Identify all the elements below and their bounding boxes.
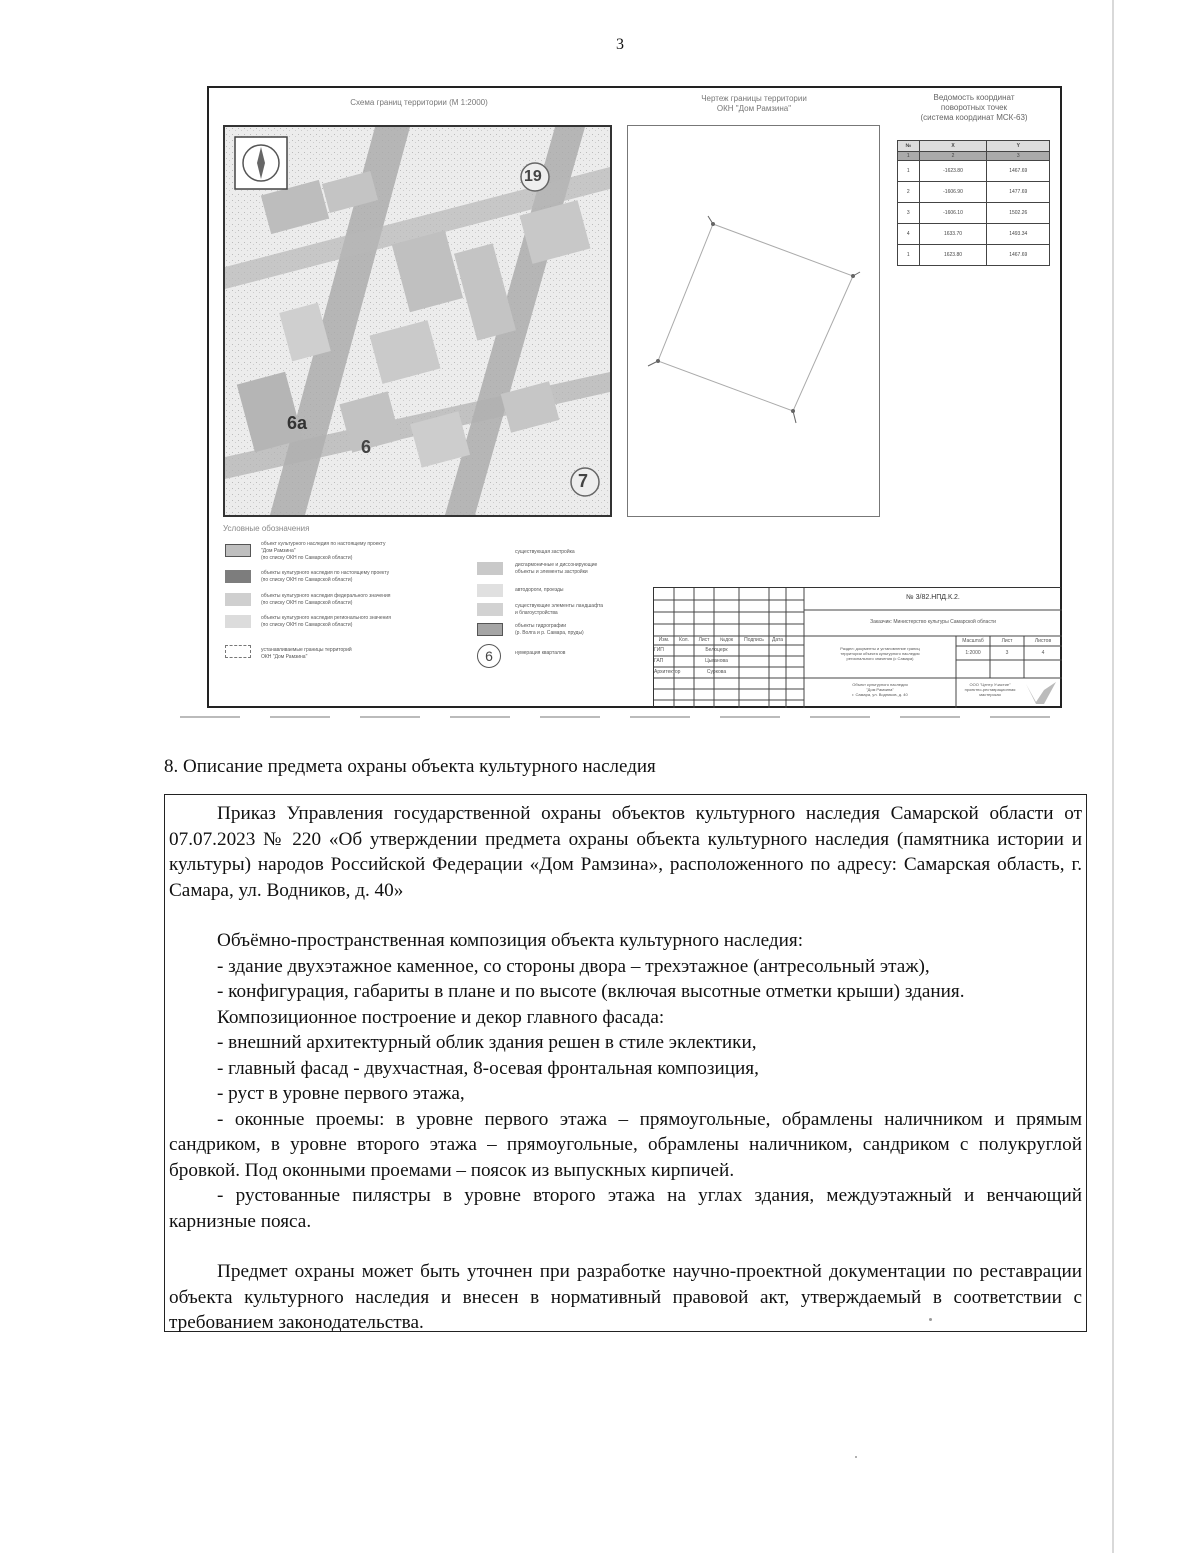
table-row xyxy=(898,245,1050,266)
map-label-19: 19 xyxy=(524,168,542,185)
scan-line xyxy=(180,716,1060,718)
legend-item: объекты культурного наследия по настоящему проекту (по списку ОКН по Самарской области) xyxy=(261,570,390,583)
legend-title: Условные обозначения xyxy=(223,524,310,533)
section-heading: 8. Описание предмета охраны объекта культурного наследия xyxy=(164,756,656,777)
stamp-sheets: 4 xyxy=(1041,650,1045,656)
stamp-header: Подпись xyxy=(744,637,764,643)
stamp-role: Архитектор xyxy=(654,669,681,675)
table-cell: 1467.69 xyxy=(987,245,1050,266)
table-cell: 1467.69 xyxy=(987,161,1050,182)
table-cell: 1633.70 xyxy=(919,224,987,245)
legend-item: объекты культурного наследия федерального значения (по списку ОКН по Самарской области) xyxy=(261,593,391,606)
list-item: - оконные проемы: в уровне первого этажа – прямоугольные, обрамлены наличником и прямым сандриком, в уровне второго этажа – прямоугольные, обрамлены наличником, сандриком с полукруглой бровкой. Под оконными проемами – поясок из выпускных кирпичей. xyxy=(169,1108,1082,1181)
list-item: - рустованные пилястры в уровне второго этажа на углах здания, междуэтажный и венчающий карнизные пояса. xyxy=(169,1185,1082,1232)
stamp-col-header: Масштаб xyxy=(962,638,984,644)
organization-logo-icon xyxy=(1024,680,1058,706)
legend-swatch xyxy=(225,615,251,628)
list-item: - здание двухэтажное каменное, со стороны двора – трехэтажное (антресольный этаж), xyxy=(217,955,930,977)
legend-swatch xyxy=(477,603,503,616)
coords-header-y: Y xyxy=(987,141,1050,152)
map-label-6a: 6а xyxy=(287,413,308,433)
territory-map xyxy=(223,125,612,517)
legend-swatch xyxy=(225,593,251,606)
coords-header-num: № xyxy=(898,141,920,152)
stamp-header: Дата xyxy=(771,637,784,643)
composition-title: Объёмно-пространственная композиция объекта культурного наследия: xyxy=(217,930,804,951)
boundary-polygon xyxy=(628,126,879,516)
stamp-role: ГИП xyxy=(654,647,664,653)
legend-swatch xyxy=(477,623,503,636)
stamp-header: №док xyxy=(719,637,734,643)
table-cell: 4 xyxy=(898,224,920,245)
legend-item: существующая застройка xyxy=(515,549,575,555)
stamp-header: Лист xyxy=(698,637,710,643)
list-item: - руст в уровне первого этажа, xyxy=(217,1083,465,1104)
stamp-role: ГАП xyxy=(654,658,664,664)
map-graphic xyxy=(225,127,610,515)
stamp-col-header: Лист xyxy=(1001,638,1013,644)
facade-title: Композиционное построение и декор главного фасада: xyxy=(217,1006,665,1028)
table-cell: -1623.80 xyxy=(919,161,987,182)
stamp-object: Объект культурного наследия "Дом Рамзина" г. Самара, ул. Водников, д. 40 xyxy=(852,682,908,697)
table-cell: 1 xyxy=(898,245,920,266)
legend-item: объект культурного наследия по настоящему проекту "Дом Рамзина" (по списку ОКН по Самарской области) xyxy=(261,541,386,561)
list-item: - конфигурация, габариты в плане и по высоте (включая высотные отметки крыши) здания. xyxy=(217,981,965,1002)
stamp-name: Суркова xyxy=(706,669,727,675)
table-cell: 1502.26 xyxy=(987,203,1050,224)
page-number: 3 xyxy=(616,36,624,53)
table-cell: 1477.69 xyxy=(987,182,1050,203)
legend-item: объекты гидрографии (р. Волга и р. Самара, пруды) xyxy=(515,623,584,636)
stamp-description: Раздел: документы и установление границ территории объекта культурного наследия регионального значения (с Самара) xyxy=(840,646,920,661)
coords-subheader-cell: 3 xyxy=(987,152,1050,161)
stamp-scale: 1:2000 xyxy=(965,650,981,656)
table-cell: 1 xyxy=(898,161,920,182)
legend-item: нумерация кварталов xyxy=(515,650,566,656)
stamp-sheet: 3 xyxy=(1005,650,1009,656)
protection-subject-box xyxy=(164,794,1087,1332)
customer: Заказчик: Министерство культуры Самарской области xyxy=(870,619,996,625)
stamp-name: Белоцерк xyxy=(705,647,728,653)
drawing-sheet xyxy=(207,86,1062,708)
page-edge-line xyxy=(1112,0,1114,1553)
table-cell: 1493.34 xyxy=(987,224,1050,245)
coords-header-x: X xyxy=(919,141,987,152)
coords-subheader-cell: 2 xyxy=(919,152,987,161)
legend-swatch xyxy=(477,584,503,597)
order-paragraph: Приказ Управления государственной охраны объектов культурного наследия Самарской области от 07.07.2023 № 220 «Об утверждении предмета охраны объекта культурного наследия (памятника истории и культуры) народов Российской Федерации «Дом Рамзина», расположенного по адресу: Самарская область, г. Самара, ул. Водников, д. 40» xyxy=(169,803,1082,901)
scheme-title: Чертеж границы территории ОКН "Дом Рамзина" xyxy=(701,94,807,113)
table-cell: 1623.80 xyxy=(919,245,987,266)
map-label-6: 6 xyxy=(361,437,372,457)
coords-title: Ведомость координат поворотных точек (система координат МСК-63) xyxy=(920,93,1028,122)
drawing-code: № 3/82.НПД.К.2. xyxy=(906,594,960,601)
table-row xyxy=(898,224,1050,245)
legend-item: автодороги, проезды xyxy=(515,587,564,593)
map-title: Схема границ территории (М 1:2000) xyxy=(350,98,488,107)
table-row xyxy=(898,161,1050,182)
legend-item: дисгармоничные и диссонирующие объекты и элементы застройки xyxy=(515,562,598,575)
stamp-header: Кол. xyxy=(679,637,689,643)
table-cell: -1606.10 xyxy=(919,203,987,224)
stamp-col-header: Листов xyxy=(1034,638,1052,644)
coords-subheader-cell: 1 xyxy=(898,152,920,161)
table-cell: 3 xyxy=(898,203,920,224)
stamp-name: Цыганова xyxy=(705,658,728,664)
table-cell: 2 xyxy=(898,182,920,203)
title-block xyxy=(653,587,1061,707)
legend-item: устанавливаемые границы территорий ОКН "Дом Рамзина" xyxy=(261,647,352,660)
scan-speck xyxy=(929,1318,932,1321)
table-cell: -1606.90 xyxy=(919,182,987,203)
legend-swatch-boundary xyxy=(225,645,251,658)
scan-speck xyxy=(855,1456,857,1458)
list-item: - внешний архитектурный облик здания решен в стиле эклектики, xyxy=(217,1032,757,1053)
list-item: - главный фасад - двухчастная, 8-осевая фронтальная композиция, xyxy=(217,1057,759,1079)
coordinates-table xyxy=(897,140,1050,266)
legend-item: объекты культурного наследия регионального значения (по списку ОКН по Самарской области) xyxy=(261,615,391,628)
legend-item: существующие элементы ландшафта и благоустройства xyxy=(515,603,604,616)
boundary-scheme xyxy=(627,125,880,517)
legend-swatch-main xyxy=(225,544,251,557)
table-row xyxy=(898,182,1050,203)
legend-swatch xyxy=(225,570,251,583)
stamp-header: Изм. xyxy=(658,637,670,643)
final-paragraph: Предмет охраны может быть уточнен при разработке научно-проектной документации по реставрации объекта культурного наследия и внесен в нормативный правовой акт, утверждаемый в соответствии с требованием законодательства. xyxy=(169,1261,1082,1333)
stamp-org: ООО "Центр Участие" проектно-реставрационная мастерская xyxy=(964,682,1016,697)
legend-quarter-circle: 6 xyxy=(477,644,501,668)
legend-swatch xyxy=(477,562,503,575)
table-row xyxy=(898,203,1050,224)
map-label-7: 7 xyxy=(578,471,589,491)
